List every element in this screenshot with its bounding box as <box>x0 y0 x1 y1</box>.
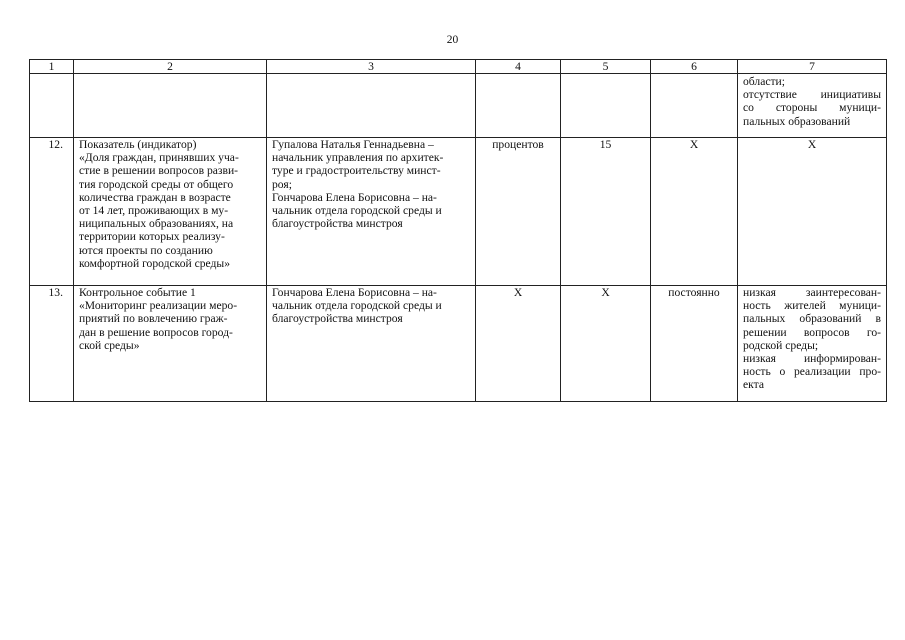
deadline-cell: постоянно <box>651 286 738 402</box>
unit-cell: Х <box>476 286 561 402</box>
table-header-row <box>30 60 887 74</box>
indicator-line: «Мониторинг реализации меро- <box>79 299 238 313</box>
risk-line: области; <box>743 75 785 88</box>
risk-line: пальных образований в <box>743 312 881 326</box>
indicator-line: территории которых реализу- <box>79 230 225 244</box>
header-cell: 2 <box>74 60 267 74</box>
risk-line: ность жителей муници- <box>743 299 881 313</box>
risk-line: Х <box>807 138 817 151</box>
table-row <box>30 286 887 402</box>
indicator-line: ются проекты по созданию <box>79 243 213 257</box>
indicator-line: комфортной городской среды» <box>79 256 231 270</box>
risk-line: со стороны муници- <box>743 101 881 115</box>
risk-line: низкая заинтересован- <box>743 286 881 299</box>
header-cell: 5 <box>561 60 651 74</box>
value-cell: Х <box>561 286 651 402</box>
indicator-line: тия городской среды от общего <box>79 177 234 191</box>
header-cell: 3 <box>267 60 476 74</box>
responsible-line: чальник отдела городской среды и <box>272 299 442 313</box>
risk-line: отсутствие инициативы <box>743 88 881 102</box>
indicator-cell <box>74 74 267 138</box>
unit-cell: процентов <box>476 138 561 286</box>
responsible-line: роя; <box>272 177 292 191</box>
responsible-line: Гупалова Наталья Геннадьевна – <box>272 138 434 151</box>
responsible-cell <box>267 138 476 286</box>
responsible-cell <box>267 74 476 138</box>
indicator-line: количества граждан в возрасте <box>79 190 231 204</box>
responsible-cell <box>267 286 476 402</box>
indicator-line: стие в решении вопросов разви- <box>79 164 239 178</box>
responsible-line: Гончарова Елена Борисовна – на- <box>272 190 437 204</box>
responsible-line: чальник отдела городской среды и <box>272 204 442 218</box>
table-row <box>30 74 887 138</box>
indicator-line: Показатель (индикатор) <box>79 138 197 151</box>
table-row <box>30 138 887 286</box>
indicator-line: ской среды» <box>79 338 140 352</box>
responsible-line: Гончарова Елена Борисовна – на- <box>272 286 437 299</box>
responsible-line: начальник управления по архитек- <box>272 151 444 165</box>
risk-line: пальных образований <box>743 114 851 128</box>
deadline-cell <box>651 74 738 138</box>
risks-cell <box>738 138 887 286</box>
risk-line: екта <box>743 378 764 392</box>
header-cell: 7 <box>738 60 887 74</box>
value-cell: 15 <box>561 138 651 286</box>
indicator-cell <box>74 286 267 402</box>
page-number: 20 <box>446 34 459 46</box>
value-cell <box>561 74 651 138</box>
indicator-line: дан в решение вопросов город- <box>79 325 233 339</box>
deadline-cell: Х <box>651 138 738 286</box>
header-cell: 1 <box>30 60 74 74</box>
risk-line: родской среды; <box>743 338 819 352</box>
indicator-line: приятий по вовлечению граж- <box>79 312 228 326</box>
indicator-line: от 14 лет, проживающих в му- <box>79 204 229 218</box>
risk-line: низкая информирован- <box>743 352 881 366</box>
row-number-cell: 12. <box>30 138 74 286</box>
risk-line: решении вопросов го- <box>743 325 881 339</box>
risks-cell <box>738 74 887 138</box>
indicator-line: Контрольное событие 1 <box>79 286 196 299</box>
indicator-line: ниципальных образованиях, на <box>79 217 234 231</box>
header-cell: 6 <box>651 60 738 74</box>
risk-line: ность о реализации про- <box>743 365 881 379</box>
unit-cell <box>476 74 561 138</box>
responsible-line: благоустройства минстроя <box>272 312 403 326</box>
responsible-line: туре и градостроительству минст- <box>272 164 441 178</box>
row-number-cell: 13. <box>30 286 74 402</box>
row-number-cell <box>30 74 74 138</box>
document-table <box>29 59 887 402</box>
responsible-line: благоустройства минстроя <box>272 217 403 231</box>
indicator-cell <box>74 138 267 286</box>
risks-cell <box>738 286 887 402</box>
header-cell: 4 <box>476 60 561 74</box>
indicator-line: «Доля граждан, принявших уча- <box>79 151 239 165</box>
